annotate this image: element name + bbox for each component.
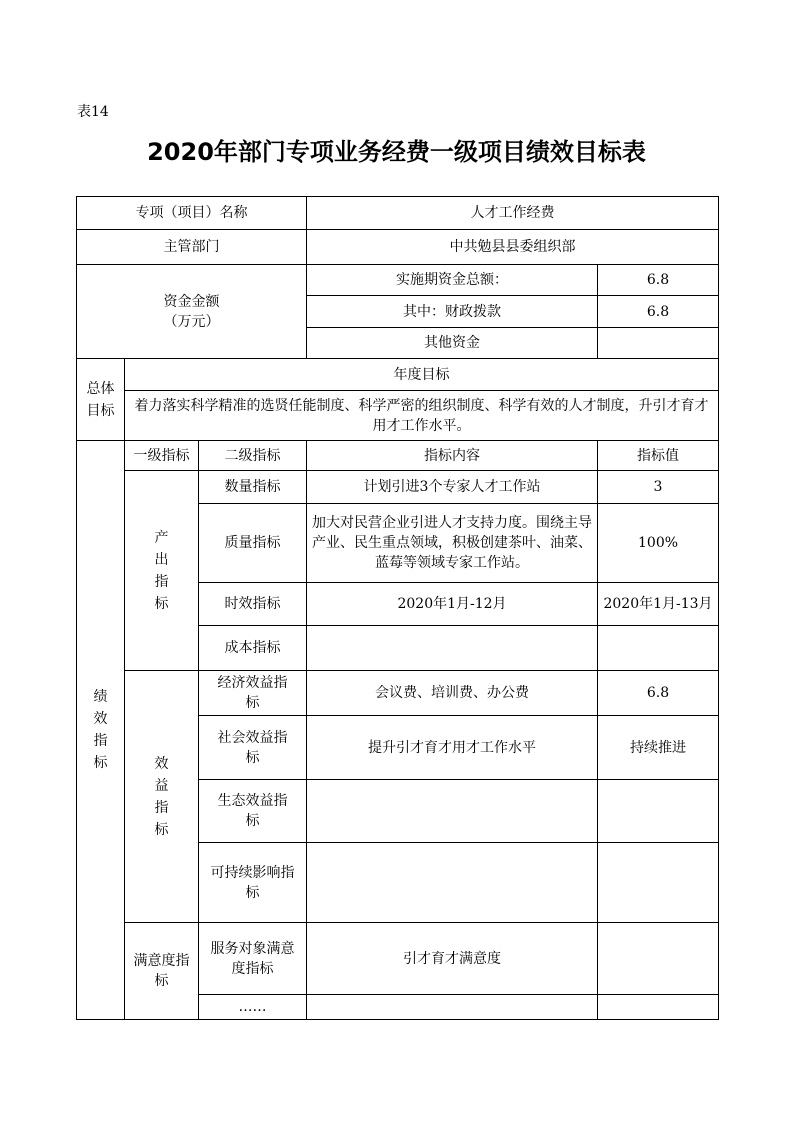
content-economic: 会议费、培训费、办公费 <box>307 671 598 716</box>
annual-goal-label: 年度目标 <box>125 359 719 391</box>
value-header: 指标值 <box>598 441 719 471</box>
department-value: 中共勉县县委组织部 <box>307 230 719 265</box>
value-economic: 6.8 <box>598 671 719 716</box>
level2-quality: 质量指标 <box>199 504 307 583</box>
level1-header: 一级指标 <box>125 441 199 471</box>
fiscal-funds-value: 6.8 <box>598 296 719 328</box>
annual-goal-text: 着力落实科学精准的选贤任能制度、科学严密的组织制度、科学有效的人才制度，升引才育才用才工作水平。 <box>125 391 719 441</box>
content-quantity: 计划引进3个专家人才工作站 <box>307 471 598 504</box>
satisfaction-indicators-label: 满意度指标 <box>125 923 199 1020</box>
content-sustainable <box>307 843 598 923</box>
funds-label-line2: （万元） <box>163 313 220 330</box>
content-service-satisfaction: 引才育才满意度 <box>307 923 598 995</box>
performance-target-table <box>76 196 719 1020</box>
value-social: 持续推进 <box>598 716 719 780</box>
project-name-value: 人才工作经费 <box>307 197 719 230</box>
level2-header: 二级指标 <box>199 441 307 471</box>
performance-indicators-label: 绩效指标 <box>77 441 125 1020</box>
department-label: 主管部门 <box>77 230 307 265</box>
level2-social: 社会效益指标 <box>199 716 307 780</box>
content-ellipsis <box>307 995 598 1020</box>
value-sustainable <box>598 843 719 923</box>
level2-service-satisfaction: 服务对象满意度指标 <box>199 923 307 995</box>
total-funds-label: 实施期资金总额： <box>307 265 598 296</box>
level2-ecological: 生态效益指标 <box>199 780 307 843</box>
other-funds-value <box>598 328 719 359</box>
content-header: 指标内容 <box>307 441 598 471</box>
benefit-indicators-label: 效益指标 <box>125 671 199 923</box>
fiscal-funds-label: 其中：财政拨款 <box>307 296 598 328</box>
level2-quantity: 数量指标 <box>199 471 307 504</box>
content-timeliness: 2020年1月-12月 <box>307 583 598 626</box>
content-cost <box>307 626 598 671</box>
content-quality: 加大对民营企业引进人才支持力度。围绕主导产业、民生重点领域，积极创建茶叶、油菜、蓝莓等领域专家工作站。 <box>307 504 598 583</box>
table-number-label: 表14 <box>77 104 109 120</box>
output-indicators-label: 产出指标 <box>125 471 199 671</box>
value-quantity: 3 <box>598 471 719 504</box>
funds-label-line1: 资金金额 <box>163 293 220 310</box>
value-ecological <box>598 780 719 843</box>
total-funds-value: 6.8 <box>598 265 719 296</box>
overall-goal-label: 总体目标 <box>77 359 125 441</box>
funds-label <box>77 265 307 359</box>
document-title: 2020年部门专项业务经费一级项目绩效目标表 <box>147 138 646 166</box>
content-social: 提升引才育才用才工作水平 <box>307 716 598 780</box>
level2-timeliness: 时效指标 <box>199 583 307 626</box>
level2-sustainable: 可持续影响指标 <box>199 843 307 923</box>
content-ecological <box>307 780 598 843</box>
level2-cost: 成本指标 <box>199 626 307 671</box>
other-funds-label: 其他资金 <box>307 328 598 359</box>
value-ellipsis <box>598 995 719 1020</box>
level2-ellipsis: …… <box>199 995 307 1020</box>
level2-economic: 经济效益指标 <box>199 671 307 716</box>
value-cost <box>598 626 719 671</box>
value-service-satisfaction <box>598 923 719 995</box>
project-name-label: 专项（项目）名称 <box>77 197 307 230</box>
value-quality: 100% <box>598 504 719 583</box>
value-timeliness: 2020年1月-13月 <box>598 583 719 626</box>
